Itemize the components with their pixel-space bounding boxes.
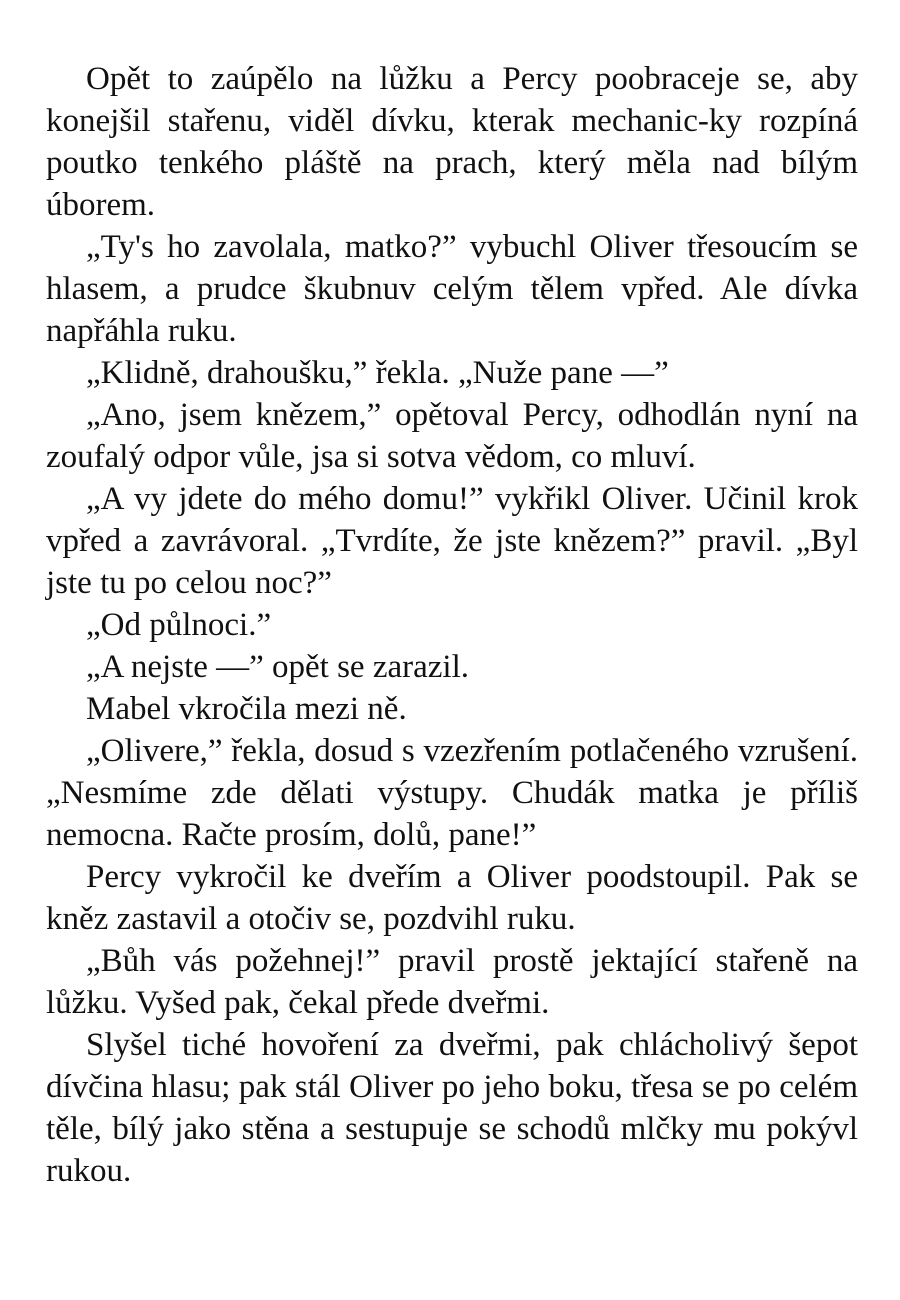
paragraph-3: „Klidně, drahoušku,” řekla. „Nuže pane —” [86, 355, 669, 391]
paragraph-12: Slyšel tiché hovoření za dveřmi, pak chlácholivý šepot dívčina hlasu; pak stál Oliver po jeho boku, třesa se po celém těle, bílý jako stěna a sestupuje se schodů mlčky mu pokývl rukou. [46, 1027, 858, 1189]
paragraph-11: „Bůh vás požehnej!” pravil prostě jektající stařeně na lůžku. Vyšed pak, čekal přede dveřmi. [46, 943, 858, 1021]
paragraph-4: „Ano, jsem knězem,” opětoval Percy, odhodlán nyní na zoufalý odpor vůle, jsa si sotva vědom, co mluví. [46, 397, 858, 475]
book-page [46, 58, 858, 1192]
paragraph-6: „Od půlnoci.” [86, 607, 272, 643]
paragraph-9: „Olivere,” řekla, dosud s vzezřením potlačeného vzrušení. „Nesmíme zde dělati výstupy. Chudák matka je příliš nemocna. Račte prosím, dolů, pane!” [46, 733, 858, 853]
paragraph-2: „Ty's ho zavolala, matko?” vybuchl Oliver třesoucím se hlasem, a prudce škubnuv celým tělem vpřed. Ale dívka napřáhla ruku. [46, 229, 858, 349]
paragraph-1: Opět to zaúpělo na lůžku a Percy poobraceje se, aby konejšil stařenu, viděl dívku, kterak mechanic-ky rozpíná poutko tenkého pláště na prach, který měla nad bílým úborem. [46, 61, 858, 223]
paragraph-10: Percy vykročil ke dveřím a Oliver poodstoupil. Pak se kněz zastavil a otočiv se, pozdvihl ruku. [46, 859, 858, 937]
paragraph-5: „A vy jdete do mého domu!” vykřikl Oliver. Učinil krok vpřed a zavrávoral. „Tvrdíte, že jste knězem?” pravil. „Byl jste tu po celou noc?” [46, 481, 858, 601]
paragraph-8: Mabel vkročila mezi ně. [86, 691, 407, 727]
paragraph-7: „A nejste —” opět se zarazil. [86, 649, 469, 685]
